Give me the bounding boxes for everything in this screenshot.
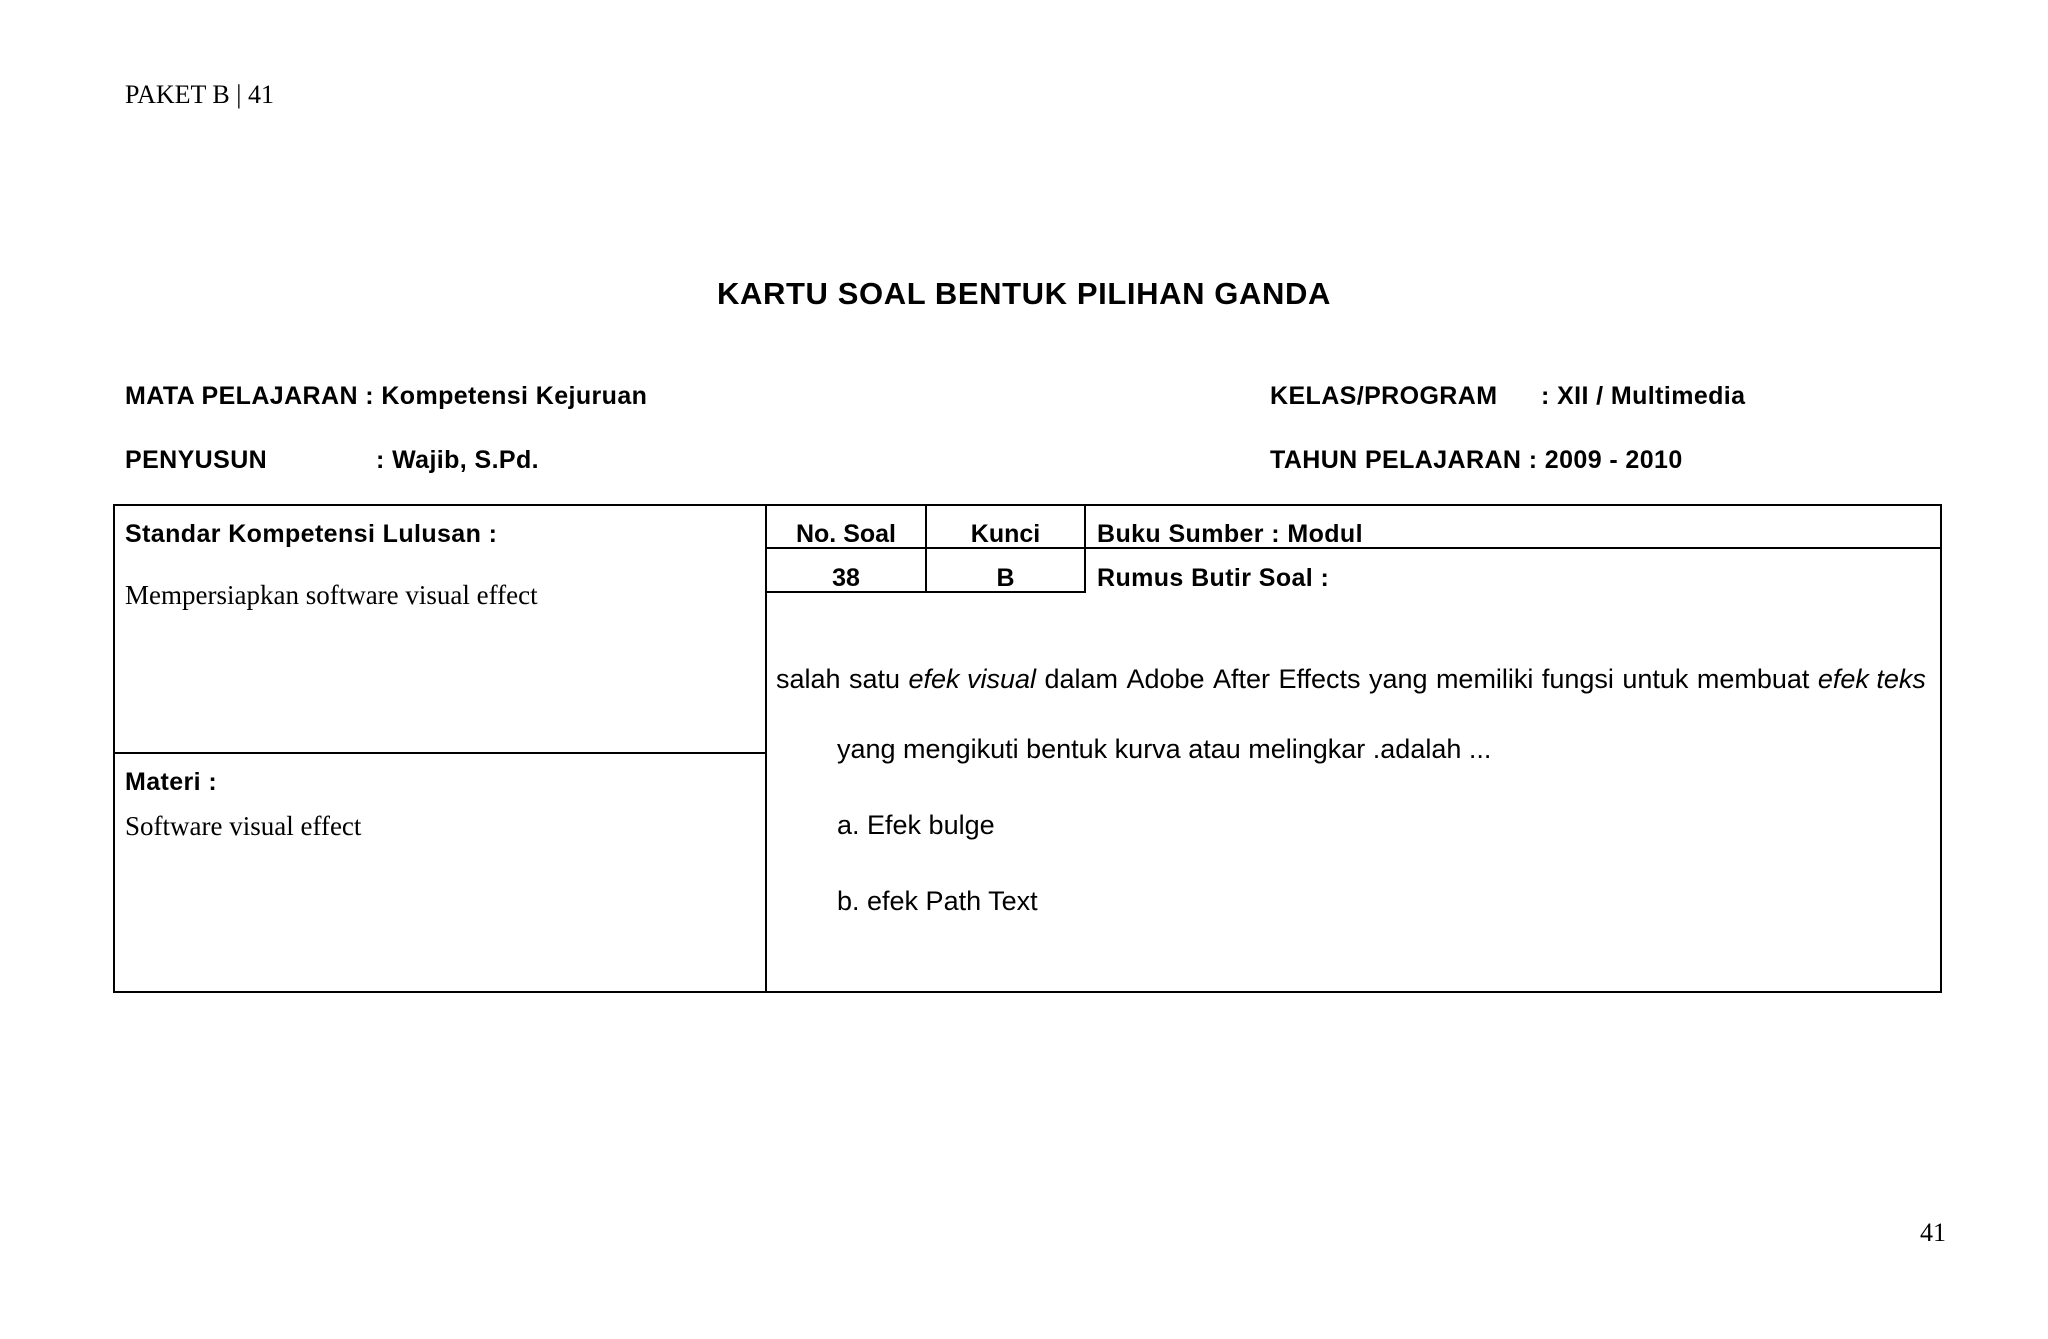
mata-pelajaran: MATA PELAJARAN : Kompetensi Kejuruan (125, 382, 648, 410)
page-number: 41 (1920, 1218, 1946, 1247)
tahun-pelajaran: TAHUN PELAJARAN : 2009 - 2010 (1270, 446, 1683, 474)
kunci-label: Kunci (970, 520, 1041, 548)
kelas-program-label: KELAS/PROGRAM (1270, 382, 1498, 410)
penyusun-label: PENYUSUN (125, 446, 268, 474)
skl-label: Standar Kompetensi Lulusan : (125, 520, 498, 548)
question-word: dalam (1044, 664, 1119, 694)
materi-value: Software visual effect (125, 811, 362, 841)
kelas-program-value: : XII / Multimedia (1541, 382, 1746, 410)
question-word: fungsi (1541, 664, 1614, 694)
question-word: membuat (1696, 664, 1810, 694)
question-word: salah (776, 664, 841, 694)
materi-label: Materi : (125, 768, 218, 796)
question-stem-line-2: yang mengikuti bentuk kurva atau melingkar .adalah ... (837, 734, 1492, 764)
page-title: KARTU SOAL BENTUK PILIHAN GANDA (717, 276, 1331, 311)
option-b: b. efek Path Text (837, 886, 1038, 916)
question-stem-line-1 (776, 664, 1926, 695)
kunci-value: B (996, 564, 1015, 592)
no-soal-value: 38 (832, 564, 860, 592)
question-word: satu (848, 664, 901, 694)
table-divider-materi (113, 752, 767, 754)
table-border-left (113, 504, 115, 993)
penyusun-value: : Wajib, S.Pd. (376, 446, 540, 474)
question-term-efek-visual: efek visual (908, 664, 1037, 694)
page-header: PAKET B | 41 (125, 80, 274, 109)
option-a: a. Efek bulge (837, 810, 995, 840)
buku-sumber: Buku Sumber : Modul (1097, 520, 1363, 548)
rumus-butir-soal-label: Rumus Butir Soal : (1097, 564, 1330, 592)
question-word: yang (1368, 664, 1428, 694)
question-word: Effects (1278, 664, 1361, 694)
question-word: memiliki (1435, 664, 1534, 694)
question-word: After (1212, 664, 1271, 694)
question-word: Adobe (1126, 664, 1205, 694)
table-border-top (113, 504, 1942, 506)
question-term-efek-teks: efek teks (1817, 664, 1926, 694)
skl-value: Mempersiapkan software visual effect (125, 580, 538, 610)
table-border-right (1940, 504, 1942, 993)
question-word: untuk (1622, 664, 1689, 694)
table-border-bottom (113, 991, 1942, 993)
no-soal-label: No. Soal (795, 520, 896, 548)
